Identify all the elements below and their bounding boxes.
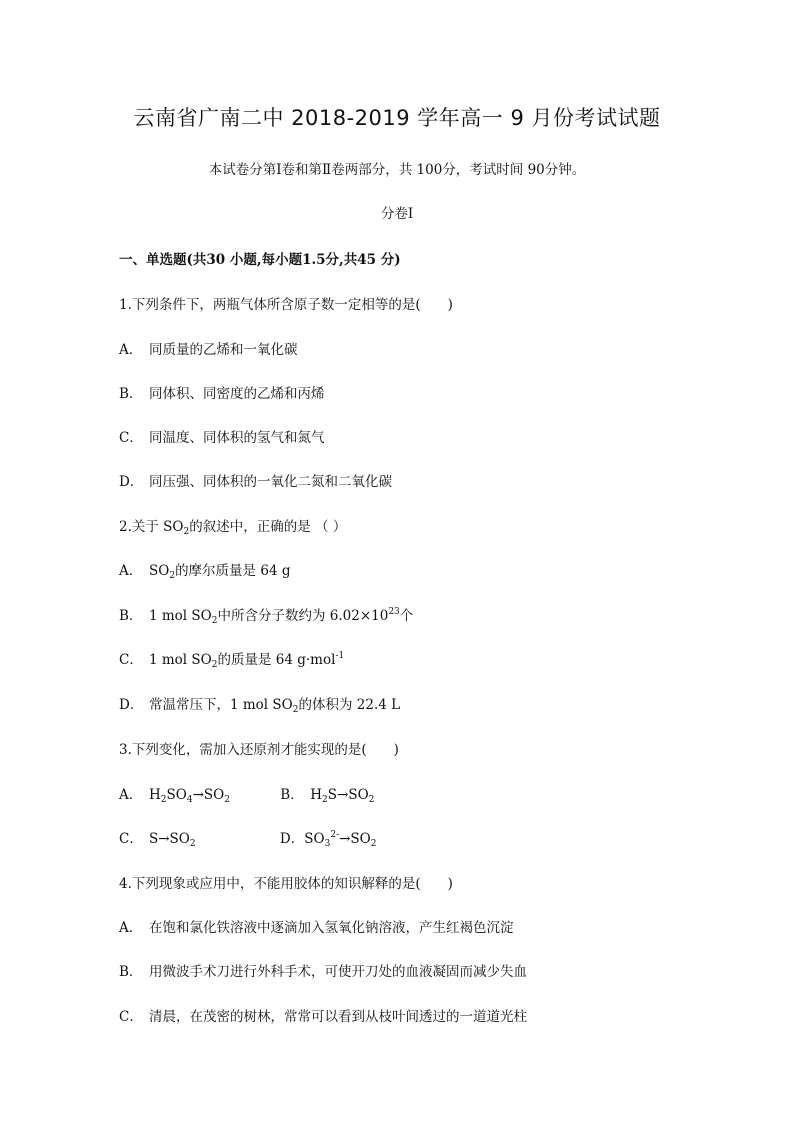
- option-letter: B．: [280, 787, 304, 803]
- page-title: 云南省广南二中 2018-2019 学年高一 9 月份考试试题: [133, 106, 661, 130]
- formula-text: SO: [166, 787, 187, 803]
- question-2-option-c: [119, 648, 344, 670]
- question-4-option-b: [119, 960, 527, 980]
- formula-text: →SO: [192, 787, 225, 803]
- option-text: 的体积为 22.4 L: [298, 697, 401, 713]
- option-text: 清晨，在茂密的树林，常常可以看到从枝叶间透过的一道道光柱: [149, 1009, 527, 1025]
- option-text: 的质量是 64 g·mol: [217, 652, 336, 668]
- option-letter: D．: [119, 697, 144, 713]
- option-text: 1 mol SO: [149, 652, 212, 668]
- question-3-options-cd: [119, 827, 376, 849]
- option-letter: C．: [119, 652, 143, 668]
- option-text: 1 mol SO: [149, 608, 212, 624]
- option-letter: D．: [119, 474, 144, 490]
- subscript: 2: [211, 660, 218, 670]
- option-b-group: [280, 783, 374, 805]
- subscript: 2: [211, 616, 218, 626]
- option-letter: D．: [279, 831, 305, 847]
- option-letter: A．: [119, 342, 143, 358]
- option-text: 中所含分子数约为 6.02×10: [217, 608, 389, 624]
- option-letter: A．: [119, 563, 143, 579]
- subscript: 2: [169, 571, 176, 581]
- question-4-option-a: [119, 916, 514, 936]
- option-text: 同温度、同体积的氢气和氮气: [149, 430, 325, 446]
- subscript: 2: [292, 705, 299, 715]
- option-letter: B．: [119, 608, 143, 624]
- formula-text: SO: [304, 831, 325, 847]
- question-2-stem: [119, 515, 346, 537]
- exam-intro: 本试卷分第Ⅰ卷和第Ⅱ卷两部分，共 100分，考试时间 90分钟。: [208, 162, 586, 178]
- subscript: 2: [368, 795, 375, 805]
- option-text: 的摩尔质量是 64 g: [175, 563, 291, 579]
- option-letter: A．: [119, 920, 143, 936]
- option-text: 常温常压下，1 mol SO: [149, 697, 293, 713]
- subscript: 2: [224, 795, 230, 805]
- question-3-options-ab: [119, 783, 374, 805]
- option-text: 同压强、同体积的一氧化二氮和二氧化碳: [149, 474, 392, 490]
- subscript: 2: [183, 527, 190, 537]
- formula-text: H: [149, 787, 161, 803]
- question-1-option-d: [119, 470, 392, 490]
- subscript: 2: [189, 839, 196, 849]
- subscript: 2: [370, 839, 377, 849]
- option-letter: C．: [119, 1009, 143, 1025]
- option-letter: B．: [119, 964, 143, 980]
- question-2-option-a: [119, 559, 290, 581]
- option-letter: C．: [119, 831, 143, 847]
- subscript: 2: [160, 795, 167, 805]
- option-d-group: [280, 827, 377, 849]
- superscript: 2-: [330, 830, 340, 840]
- option-letter: A．: [119, 787, 143, 803]
- superscript: -1: [335, 651, 345, 661]
- stem-text: 2.关于 SO: [119, 519, 184, 535]
- question-2-option-d: [119, 693, 400, 715]
- question-4-stem: 4.下列现象或应用中，不能用胶体的知识解释的是( ): [119, 876, 453, 892]
- question-4-option-c: [119, 1005, 527, 1025]
- formula-text: H: [310, 787, 323, 803]
- subscript: 4: [186, 795, 193, 805]
- subscript: 2: [322, 795, 328, 805]
- question-2-option-b: [119, 604, 413, 626]
- subscript: 3: [324, 839, 331, 849]
- option-text: SO: [149, 563, 170, 579]
- section-label: 分卷I: [380, 206, 414, 222]
- option-letter: C．: [119, 430, 143, 446]
- formula-text: S→SO: [149, 831, 190, 847]
- option-text: 同质量的乙烯和一氧化碳: [149, 342, 298, 358]
- stem-text: 的叙述中，正确的是 （ ）: [189, 519, 347, 535]
- option-text: 个: [399, 608, 414, 624]
- section-heading: 一、单选题(共30 小题,每小题1.5分,共45 分): [119, 252, 401, 268]
- question-1-option-c: [119, 426, 325, 446]
- superscript: 23: [388, 607, 400, 617]
- option-text: 在饱和氯化铁溶液中逐滴加入氢氧化钠溶液，产生红褐色沉淀: [149, 920, 514, 936]
- option-text: 同体积、同密度的乙烯和丙烯: [149, 386, 325, 402]
- formula-text: S→SO: [327, 787, 369, 803]
- question-1-option-b: [119, 382, 325, 402]
- question-3-stem: 3.下列变化，需加入还原剂才能实现的是( ): [119, 742, 399, 758]
- formula-text: →SO: [339, 831, 371, 847]
- question-1-option-a: [119, 338, 298, 358]
- question-1-stem: 1.下列条件下，两瓶气体所含原子数一定相等的是( ): [119, 297, 453, 313]
- option-text: 用微波手术刀进行外科手术，可使开刀处的血液凝固而减少失血: [149, 964, 527, 980]
- option-letter: B．: [119, 386, 143, 402]
